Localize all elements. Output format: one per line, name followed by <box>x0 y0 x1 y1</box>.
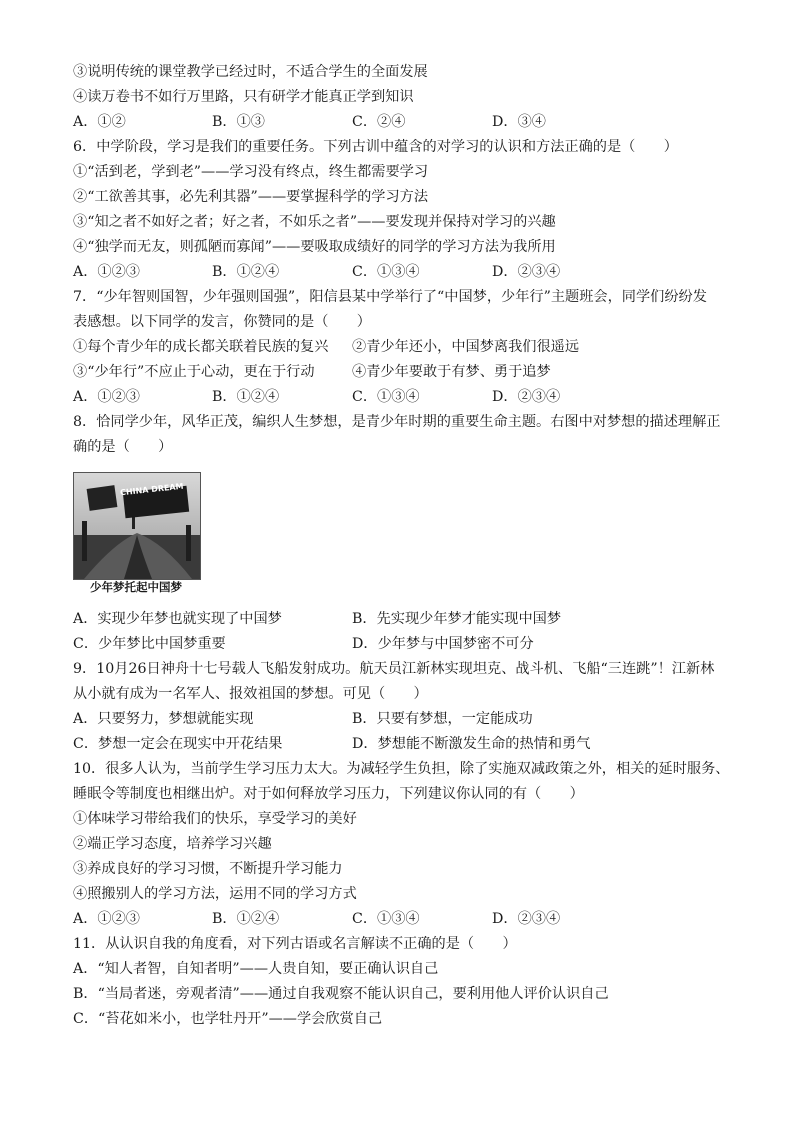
statement-3: ③“知之者不如好之者；好之者，不如乐之者”——要发现并保持对学习的兴趣 <box>73 214 556 230</box>
question-7: 7．“少年智则国智，少年强则国强”，阳信县某中学举行了“中国梦，少年行”主题班会，同学们纷纷发 <box>73 289 707 305</box>
option-d: D．③④ <box>492 114 546 130</box>
option-d: D．梦想能不断激发生命的热情和勇气 <box>352 736 591 752</box>
question-7-cont: 表感想。以下同学的发言，你赞同的是（ ） <box>73 314 371 330</box>
statement-2: ②端正学习态度，培养学习兴趣 <box>73 836 272 852</box>
question-10: 10．很多人认为，当前学生学习压力太大。为减轻学生负担，除了实施双减政策之外，相关的延时服务、 <box>73 761 730 777</box>
china-dream-figure <box>73 472 199 600</box>
question-10-cont: 睡眠令等制度也相继出炉。对于如何释放学习压力，下列建议你认同的有（ ） <box>73 786 584 802</box>
option-a: A．①②③ <box>73 911 140 927</box>
statement-4: ④读万卷书不如行万里路，只有研学才能真正学到知识 <box>73 89 414 105</box>
question-9-cont: 从小就有成为一名军人、报效祖国的梦想。可见（ ） <box>73 686 428 702</box>
option-c: C．①③④ <box>352 911 420 927</box>
option-a: A．①②③ <box>73 264 140 280</box>
statement-4: ④照搬别人的学习方法，运用不同的学习方式 <box>73 886 357 902</box>
option-d: D．②③④ <box>492 389 561 405</box>
option-b: B．“当局者迷，旁观者清”——通过自我观察不能认识自己，要利用他人评价认识自己 <box>73 986 609 1002</box>
option-b: B．先实现少年梦才能实现中国梦 <box>352 611 562 627</box>
statement-2: ②“工欲善其事，必先利其器”——要掌握科学的学习方法 <box>73 189 429 205</box>
figure-caption: 少年梦托起中国梦 <box>90 580 182 594</box>
option-b: B．①②④ <box>212 389 280 405</box>
statement-3: ③养成良好的学习习惯，不断提升学习能力 <box>73 861 343 877</box>
statement-2: ②青少年还小，中国梦离我们很遥远 <box>352 339 580 355</box>
question-9: 9．10月26日神舟十七号载人飞船发射成功。航天员江新林实现坦克、战斗机、飞船“三连跳”！江新林 <box>73 661 715 677</box>
question-8-cont: 确的是（ ） <box>73 439 173 455</box>
option-c: C．②④ <box>352 114 406 130</box>
statement-3: ③“少年行”不应止于心动，更在于行动 <box>73 364 315 380</box>
statement-4: ④青少年要敢于有梦、勇于追梦 <box>352 364 551 380</box>
option-c: C．少年梦比中国梦重要 <box>73 636 226 652</box>
option-d: D．②③④ <box>492 264 561 280</box>
statement-1: ①每个青少年的成长都关联着民族的复兴 <box>73 339 329 355</box>
statement-1: ①体味学习带给我们的快乐，享受学习的美好 <box>73 811 357 827</box>
option-c: C．①③④ <box>352 389 420 405</box>
poster-image <box>73 472 201 580</box>
option-c: C．“苔花如米小，也学牡丹开”——学会欣赏自己 <box>73 1011 383 1027</box>
option-a: A．“知人者智，自知者明”——人贵自知，要正确认识自己 <box>73 961 439 977</box>
option-d: D．少年梦与中国梦密不可分 <box>352 636 534 652</box>
question-11: 11．从认识自我的角度看，对下列古语或名言解读不正确的是（ ） <box>73 936 517 952</box>
statement-4: ④“独学而无友，则孤陋而寡闻”——要吸取成绩好的同学的学习方法为我所用 <box>73 239 556 255</box>
option-a: A．①②③ <box>73 389 140 405</box>
question-8: 8．恰同学少年，风华正茂，编织人生梦想，是青少年时期的重要生命主题。右图中对梦想的描述理解正 <box>73 414 721 430</box>
statement-1: ①“活到老，学到老”——学习没有终点，终生都需要学习 <box>73 164 429 180</box>
option-b: B．①③ <box>212 114 265 130</box>
option-b: B．①②④ <box>212 264 280 280</box>
option-a: A．只要努力，梦想就能实现 <box>73 711 254 727</box>
statement-3: ③说明传统的课堂教学已经过时，不适合学生的全面发展 <box>73 64 428 80</box>
option-a: A．实现少年梦也就实现了中国梦 <box>73 611 282 627</box>
option-d: D．②③④ <box>492 911 561 927</box>
option-b: B．只要有梦想，一定能成功 <box>352 711 533 727</box>
poster-logo-text: CHINA DREAM <box>119 481 184 498</box>
option-c: C．①③④ <box>352 264 420 280</box>
option-b: B．①②④ <box>212 911 280 927</box>
option-a: A．①② <box>73 114 126 130</box>
question-6: 6．中学阶段，学习是我们的重要任务。下列古训中蕴含的对学习的认识和方法正确的是（ ） <box>73 139 678 155</box>
option-c: C．梦想一定会在现实中开花结果 <box>73 736 283 752</box>
